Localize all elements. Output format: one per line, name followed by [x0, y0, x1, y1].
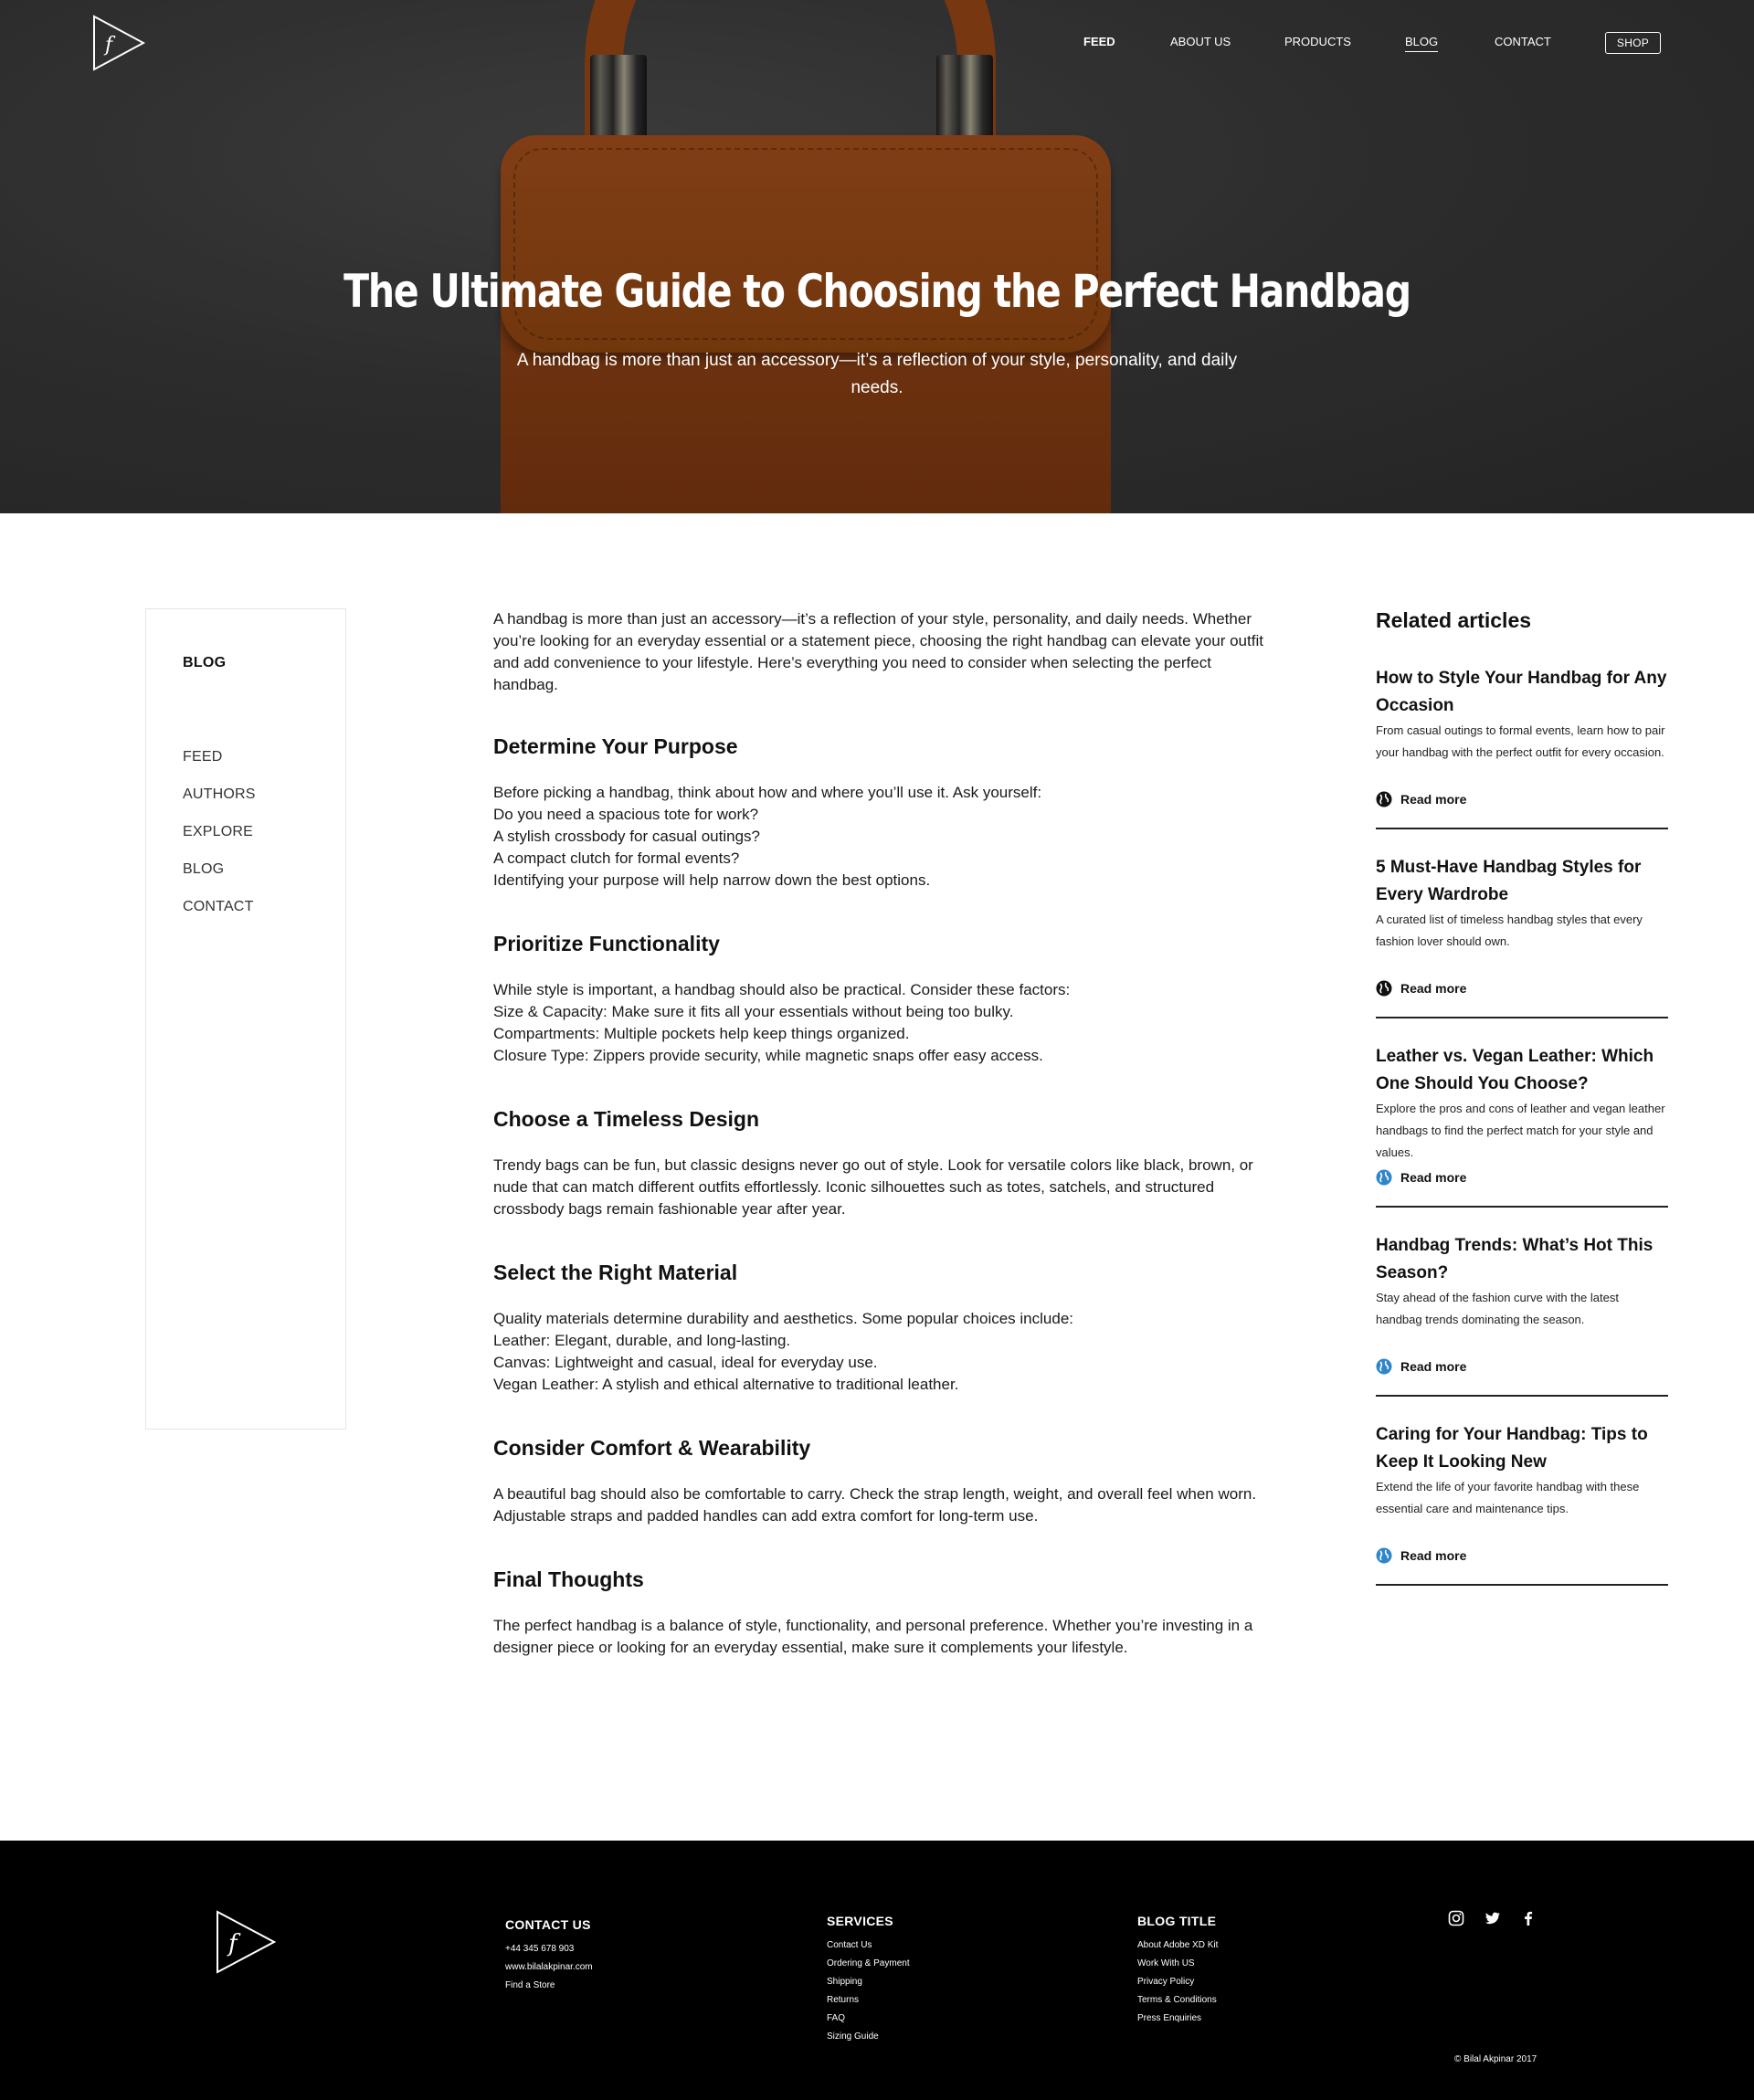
- nav-products[interactable]: PRODUCTS: [1284, 35, 1351, 48]
- related-card-title[interactable]: Caring for Your Handbag: Tips to Keep It Looking New: [1376, 1425, 1648, 1472]
- nav-feed[interactable]: FEED: [1083, 35, 1115, 48]
- related-card-title[interactable]: Handbag Trends: What’s Hot This Season?: [1376, 1236, 1654, 1282]
- footer-services-title: SERVICES: [827, 1914, 893, 1928]
- nav-blog[interactable]: BLOG: [1405, 35, 1438, 52]
- related-card-title[interactable]: How to Style Your Handbag for Any Occasion: [1376, 669, 1667, 715]
- sidebar-item-contact[interactable]: CONTACT: [183, 899, 254, 914]
- related-card: [1376, 1043, 1668, 1208]
- footer-link[interactable]: Press Enquiries: [1137, 2013, 1202, 2023]
- section-line: Canvas: Lightweight and casual, ideal for everyday use.: [493, 1354, 878, 1371]
- read-more-label: Read more: [1400, 1548, 1467, 1563]
- blog-sidebar: [145, 608, 346, 1430]
- section-body: [493, 979, 1270, 1067]
- read-more-label: Read more: [1400, 792, 1467, 807]
- footer-link[interactable]: Returns: [827, 1995, 860, 2005]
- sidebar-item-authors[interactable]: AUTHORS: [183, 786, 256, 802]
- section-heading: Consider Comfort & Wearability: [493, 1436, 811, 1460]
- section-line: Identifying your purpose will help narrow down the best options.: [493, 871, 931, 889]
- facebook-icon[interactable]: [1520, 1910, 1537, 1926]
- section-line: Trendy bags can be fun, but classic designs never go out of style. Look for versatile colors like black, brown, or nude that can match different outfits effortlessly. Iconic silhouettes such as totes, satchels, and structured crossbody bags remain fashionable year after year.: [493, 1156, 1253, 1218]
- article-intro: A handbag is more than just an accessory—it’s a reflection of your style, personality, and daily needs. Whether you’re looking for an everyday essential or a statement piece, choosing the right handbag can elevate your outfit and add convenience to your lifestyle. Here’s everything you need to consider when selecting the perfect handbag.: [493, 610, 1263, 693]
- footer-link[interactable]: Privacy Policy: [1137, 1977, 1195, 1987]
- related-card: [1376, 1232, 1668, 1397]
- footer-link[interactable]: Sizing Guide: [827, 2031, 879, 2042]
- section-body: [493, 1615, 1270, 1659]
- section-line: Compartments: Multiple pockets help keep things organized.: [493, 1025, 910, 1042]
- footer-link[interactable]: Contact Us: [827, 1940, 872, 1950]
- footer-link[interactable]: Work With US: [1137, 1958, 1195, 1968]
- footer-link[interactable]: FAQ: [827, 2013, 846, 2023]
- section-line: Leather: Elegant, durable, and long-lasting.: [493, 1332, 791, 1349]
- sidebar-item-explore[interactable]: EXPLORE: [183, 824, 253, 839]
- nav-about-us[interactable]: ABOUT US: [1170, 35, 1231, 48]
- sidebar-title: BLOG: [183, 655, 227, 670]
- section-line: Before picking a handbag, think about how and where you’ll use it. Ask yourself:: [493, 784, 1042, 801]
- sidebar-item-feed[interactable]: FEED: [183, 749, 223, 765]
- section-body: [493, 1155, 1270, 1220]
- section-heading: Select the Right Material: [493, 1261, 738, 1284]
- read-more-label: Read more: [1400, 1359, 1467, 1374]
- footer-phone[interactable]: +44 345 678 903: [505, 1944, 575, 1954]
- section-body: [493, 782, 1270, 892]
- footer-blog-title: BLOG TITLE: [1137, 1914, 1217, 1928]
- section-line: Size & Capacity: Make sure it fits all your essentials without being too bulky.: [493, 1003, 1014, 1020]
- twitter-icon[interactable]: [1485, 1910, 1501, 1926]
- read-more-link[interactable]: [1376, 791, 1466, 807]
- related-card-desc: Explore the pros and cons of leather and vegan leather handbags to find the perfect match for your style and values.: [1376, 1102, 1665, 1159]
- footer-link[interactable]: Terms & Conditions: [1137, 1995, 1217, 2005]
- site-footer: [0, 1841, 1754, 2100]
- related-card-title[interactable]: 5 Must-Have Handbag Styles for Every Wardrobe: [1376, 858, 1642, 904]
- related-card-desc: A curated list of timeless handbag styles that every fashion lover should own.: [1376, 913, 1643, 948]
- section-body: [493, 1308, 1270, 1396]
- globe-icon: [1376, 791, 1392, 807]
- nav-contact[interactable]: CONTACT: [1495, 35, 1551, 48]
- globe-icon: [1376, 1358, 1392, 1375]
- section-heading: Prioritize Functionality: [493, 932, 720, 955]
- section-heading: Final Thoughts: [493, 1567, 644, 1591]
- related-title: Related articles: [1376, 608, 1532, 632]
- read-more-label: Read more: [1400, 981, 1467, 996]
- svg-text:f: f: [105, 34, 113, 57]
- globe-icon: [1376, 1547, 1392, 1564]
- section-line: Vegan Leather: A stylish and ethical alternative to traditional leather.: [493, 1376, 959, 1393]
- related-card: [1376, 1421, 1668, 1586]
- footer-link[interactable]: Ordering & Payment: [827, 1958, 910, 1968]
- section-line: Do you need a spacious tote for work?: [493, 806, 759, 823]
- svg-text:f: f: [228, 1930, 238, 1958]
- section-line: Closure Type: Zippers provide security, while magnetic snaps offer easy access.: [493, 1047, 1043, 1064]
- section-body: [493, 1483, 1270, 1527]
- section-line: While style is important, a handbag should also be practical. Consider these factors:: [493, 981, 1071, 998]
- read-more-link[interactable]: [1376, 1358, 1466, 1375]
- shop-button[interactable]: SHOP: [1605, 32, 1661, 54]
- footer-contact-title: CONTACT US: [505, 1917, 591, 1932]
- read-more-label: Read more: [1400, 1170, 1467, 1185]
- globe-icon: [1376, 1169, 1392, 1186]
- hero-overlay: [0, 0, 1754, 513]
- section-line: Quality materials determine durability and aesthetics. Some popular choices include:: [493, 1310, 1073, 1327]
- related-card-desc: From casual outings to formal events, learn how to pair your handbag with the perfect outfit for every occasion.: [1376, 723, 1665, 759]
- section-heading: Choose a Timeless Design: [493, 1107, 760, 1131]
- footer-find-store[interactable]: Find a Store: [505, 1980, 555, 1990]
- footer-logo[interactable]: [216, 1910, 276, 1974]
- related-card-title[interactable]: Leather vs. Vegan Leather: Which One Should You Choose?: [1376, 1047, 1654, 1093]
- section-line: A compact clutch for formal events?: [493, 849, 740, 867]
- related-card: [1376, 854, 1668, 1018]
- related-card-desc: Extend the life of your favorite handbag with these essential care and maintenance tips.: [1376, 1480, 1640, 1515]
- footer-website[interactable]: www.bilalakpinar.com: [505, 1962, 593, 1972]
- brand-logo[interactable]: [92, 15, 145, 71]
- sidebar-item-blog[interactable]: BLOG: [183, 861, 225, 877]
- globe-icon: [1376, 980, 1392, 997]
- section-heading: Determine Your Purpose: [493, 734, 738, 758]
- section-line: A stylish crossbody for casual outings?: [493, 828, 760, 845]
- footer-link[interactable]: Shipping: [827, 1977, 862, 1987]
- related-card-desc: Stay ahead of the fashion curve with the latest handbag trends dominating the season.: [1376, 1291, 1619, 1326]
- hero-subtitle: A handbag is more than just an accessory—it’s a reflection of your style, personality, and daily needs.: [516, 351, 1238, 397]
- copyright: © Bilal Akpinar 2017: [1454, 2054, 1537, 2064]
- related-card: [1376, 665, 1668, 829]
- section-line: The perfect handbag is a balance of style, functionality, and personal preference. Whether you’re investing in a designer piece or looking for an everyday essential, make sure it complements your lifestyle.: [493, 1617, 1253, 1656]
- hero-banner: [0, 0, 1754, 513]
- read-more-link[interactable]: [1376, 1547, 1466, 1564]
- footer-link[interactable]: About Adobe XD Kit: [1137, 1940, 1219, 1950]
- read-more-link[interactable]: [1376, 980, 1466, 997]
- section-line: A beautiful bag should also be comfortable to carry. Check the strap length, weight, and overall feel when worn. Adjustable straps and padded handles can add extra comfort for long-term use.: [493, 1485, 1257, 1525]
- instagram-icon[interactable]: [1448, 1910, 1464, 1926]
- page-title: The Ultimate Guide to Choosing the Perfect Handbag: [343, 265, 1411, 318]
- read-more-link[interactable]: [1376, 1169, 1466, 1186]
